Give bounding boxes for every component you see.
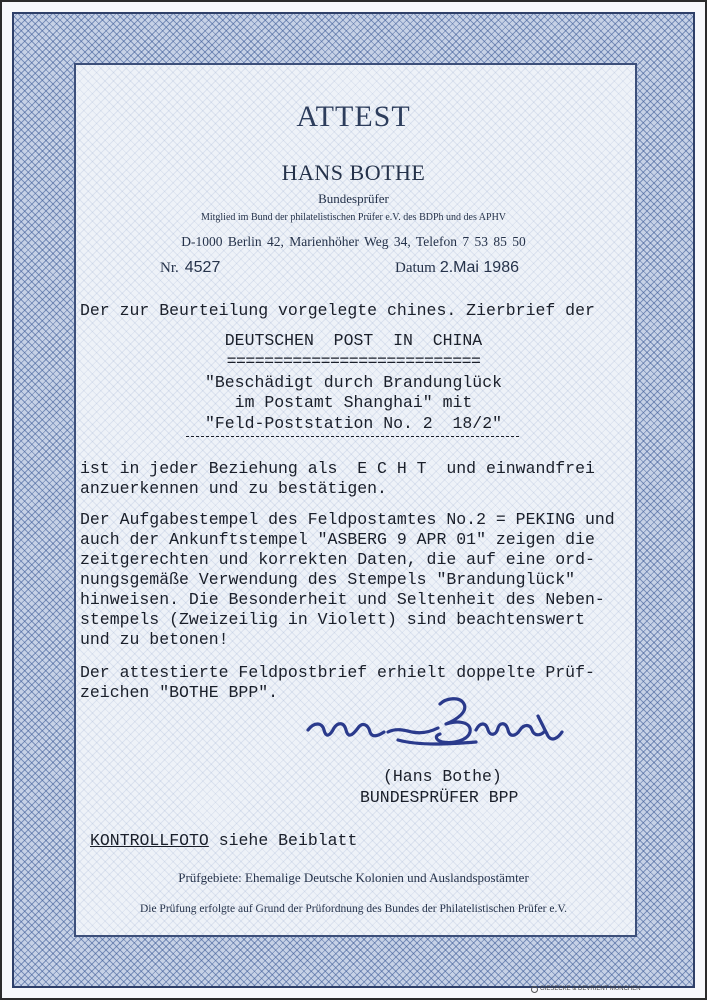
- signatory-name: (Hans Bothe): [383, 767, 502, 786]
- double-rule: ===========================: [226, 352, 481, 371]
- paragraph-echt: ist in jeder Beziehung als E C H T und einwandfrei anzuerkennen und zu bestätigen.: [80, 459, 595, 498]
- datum-value: 2.Mai 1986: [439, 259, 519, 276]
- printer-logo-icon: [531, 986, 538, 993]
- intro-line: Der zur Beurteilung vorgelegte chines. Zierbrief der: [80, 301, 595, 320]
- signatory-title: BUNDESPRÜFER BPP: [360, 788, 519, 807]
- quote-line-2: im Postamt Shanghai" mit: [234, 393, 473, 412]
- kontrollfoto-rest: siehe Beiblatt: [208, 831, 358, 850]
- quote-line-3: "Feld-Poststation No. 2 18/2": [204, 414, 503, 433]
- nr-label: Nr.: [160, 260, 179, 276]
- datum-label: Datum: [395, 260, 436, 276]
- handwritten-signature: [300, 692, 580, 762]
- examiner-name: HANS BOTHE: [281, 160, 426, 185]
- examiner-role: Bundesprüfer: [318, 191, 389, 206]
- membership-line: Mitglied im Bund der philatelistischen Prüfer e.V. des BDPh und des APHV: [200, 212, 507, 223]
- kontrollfoto-note: [90, 831, 357, 851]
- kontrollfoto-label: KONTROLLFOTO: [90, 831, 209, 850]
- country-heading: DEUTSCHEN POST IN CHINA: [224, 331, 483, 350]
- certificate-number: [160, 259, 220, 277]
- pruefordnung-note: Die Prüfung erfolgte auf Grund der Prüfordnung des Bundes der Philatelistischen Prüfer e.V.: [139, 903, 568, 915]
- printer-imprint: GIESECKE & DEVRIENT MÜNCHEN: [540, 986, 641, 992]
- nr-value: 4527: [184, 259, 221, 276]
- paragraph-pruefzeichen: Der attestierte Feldpostbrief erhielt doppelte Prüf- zeichen "BOTHE BPP".: [80, 663, 595, 702]
- paragraph-stempel: Der Aufgabestempel des Feldpostamtes No.2 = PEKING und auch der Ankunftstempel "ASBERG 9 APR 01" zeigen die zeitgerechten und korrekten Daten, die auf eine ord- nungsgemäße Verwendung des Stempels "Brandunglück" hinweisen. Die Besonderheit und Seltenheit des Neben- stempels (Zweizeilig in Violett) sind beachtenswert und zu betonen!: [80, 510, 615, 649]
- certificate-date: [395, 259, 519, 277]
- quote-underline: [186, 436, 519, 437]
- certificate-title: ATTEST: [296, 100, 411, 133]
- address-line: D-1000 Berlin 42, Marienhöher Weg 34, Telefon 7 53 85 50: [181, 234, 526, 249]
- pruefgebiete-line: Prüfgebiete: Ehemalige Deutsche Kolonien und Auslandspostämter: [178, 870, 529, 885]
- quote-line-1: "Beschädigt durch Brandunglück: [204, 373, 503, 392]
